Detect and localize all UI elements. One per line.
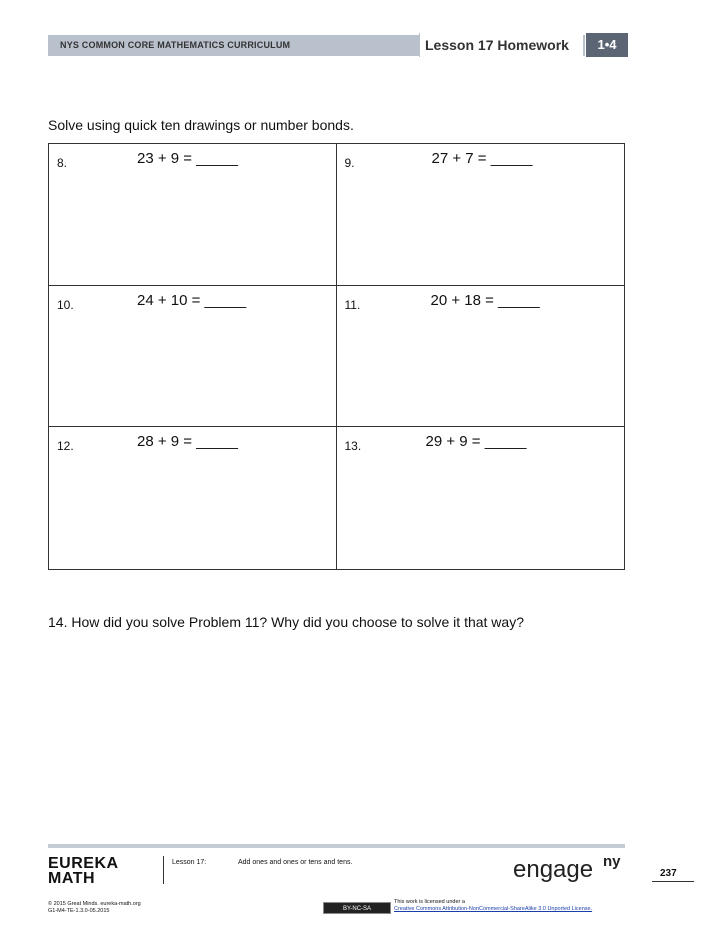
logo-line2: MATH [48,870,96,887]
footer-lesson-topic: Add ones and ones or tens and tens. [238,859,353,866]
copyright-line: © 2015 Great Minds. eureka-math.org [48,901,141,907]
problem-expression: 29 + 9 = _____ [425,433,527,451]
problem-cell[interactable] [49,144,337,286]
problem-cell[interactable] [337,286,625,428]
footer-rule [48,844,625,848]
footer-lesson-label: Lesson 17: [172,859,207,866]
module-badge: 1•4 [586,33,628,57]
eureka-math-logo [48,856,119,886]
copyright-code: G1-M4-TE-1.3.0-05.2015 [48,908,110,914]
page-number-rule [652,881,694,882]
footer-divider [163,856,164,884]
engageny-superscript: ny [603,853,621,870]
license-text [394,899,592,913]
problem-expression: 20 + 18 = _____ [430,291,540,309]
problem-expression: 23 + 9 = _____ [137,150,238,167]
problem-expression: 28 + 9 = _____ [137,433,238,451]
problem-cell[interactable] [49,286,337,428]
question-14: 14. How did you solve Problem 11? Why did you choose to solve it that way? [48,614,524,630]
lesson-title: Lesson 17 Homework [425,37,569,53]
problem-cell[interactable] [337,144,625,286]
engageny-logo: engage [513,856,594,883]
page-number: 237 [660,868,677,879]
problem-number: 10. [57,297,74,312]
problem-cell[interactable] [49,427,337,569]
license-intro: This work is licensed under a [394,899,465,905]
logo-line1: EUREKA [48,855,119,872]
license-link[interactable]: Creative Commons Attribution-NonCommercial-ShareAlike 3.0 Unported License. [394,906,593,912]
instructions: Solve using quick ten drawings or number bonds. [48,117,354,133]
problem-expression: 24 + 10 = _____ [137,291,247,309]
problem-cell[interactable] [337,427,625,569]
curriculum-title: NYS COMMON CORE MATHEMATICS CURRICULUM [60,40,291,50]
problem-number: 9. [344,156,355,170]
problem-expression: 27 + 7 = _____ [431,150,533,167]
creative-commons-badge: BY-NC-SA [323,902,391,914]
problem-number: 12. [57,439,74,454]
problem-number: 13. [344,439,362,454]
problem-grid [48,143,625,570]
copyright [48,901,141,915]
problem-number: 8. [57,156,68,170]
problem-number: 11. [344,297,361,312]
